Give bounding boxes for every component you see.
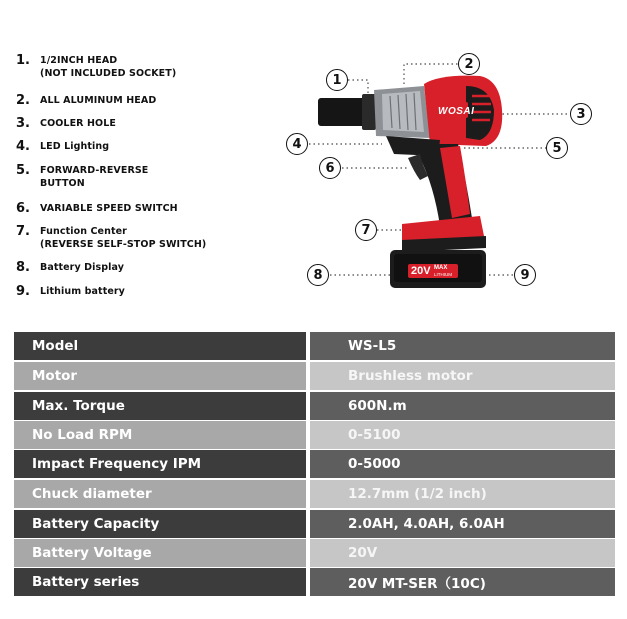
feature-number: 4.: [16, 139, 30, 154]
feature-number: 8.: [16, 260, 30, 275]
spec-value: 20V: [310, 539, 615, 567]
spec-value: 2.0AH, 4.0AH, 6.0AH: [310, 510, 615, 538]
spec-row: [14, 362, 615, 390]
feature-text: FORWARD-REVERSE BUTTON: [40, 165, 149, 189]
spec-value: 12.7mm (1/2 inch): [310, 480, 615, 508]
callout-7: 7: [355, 219, 377, 241]
feature-text: COOLER HOLE: [40, 118, 116, 129]
spec-row: [14, 539, 615, 567]
spec-row: [14, 568, 615, 596]
spec-key: Battery Voltage: [14, 539, 306, 567]
feature-item: [16, 164, 148, 190]
feature-number: 6.: [16, 201, 30, 216]
spec-row: [14, 332, 615, 360]
spec-value: Brushless motor: [310, 362, 615, 390]
feature-number: 3.: [16, 116, 30, 131]
callout-2: 2: [458, 53, 480, 75]
product-illustration: [290, 40, 620, 300]
feature-text: VARIABLE SPEED SWITCH: [40, 203, 178, 214]
spec-key: Max. Torque: [14, 392, 306, 420]
spec-key: Impact Frequency IPM: [14, 450, 306, 478]
callout-9: 9: [514, 264, 536, 286]
anvil: [318, 98, 368, 126]
spec-key: Battery series: [14, 568, 306, 596]
feature-text: Function Center (REVERSE SELF-STOP SWITCH): [40, 226, 207, 250]
spec-value: 600N.m: [310, 392, 615, 420]
spec-value: 20V MT-SER（10C): [310, 568, 615, 596]
feature-item: [16, 202, 178, 215]
feature-number: 1.: [16, 53, 30, 68]
feature-item: [16, 225, 206, 251]
feature-text: Battery Display: [40, 262, 125, 273]
spec-key: Model: [14, 332, 306, 360]
callout-8: 8: [307, 264, 329, 286]
feature-item: [16, 94, 156, 107]
spec-key: Chuck diameter: [14, 480, 306, 508]
spec-row: [14, 392, 615, 420]
battery-max-label: MAX: [434, 265, 448, 271]
feature-number: 5.: [16, 163, 30, 178]
spec-key: Battery Capacity: [14, 510, 306, 538]
feature-text: LED Lighting: [40, 141, 110, 152]
spec-value: 0-5100: [310, 421, 615, 449]
spec-row: [14, 480, 615, 508]
feature-text: Lithium battery: [40, 286, 125, 297]
feature-item: [16, 285, 125, 298]
feature-number: 7.: [16, 224, 30, 239]
feature-item: [16, 117, 116, 130]
spec-key: No Load RPM: [14, 421, 306, 449]
feature-number: 9.: [16, 284, 30, 299]
feature-item: [16, 54, 176, 80]
spec-value: WS-L5: [310, 332, 615, 360]
feature-text: ALL ALUMINUM HEAD: [40, 95, 157, 106]
battery-type-label: LITHIUM: [434, 272, 452, 277]
callout-4: 4: [286, 133, 308, 155]
feature-item: [16, 261, 124, 274]
feature-text: 1/2INCH HEAD (NOT INCLUDED SOCKET): [40, 55, 177, 79]
spec-value: 0-5000: [310, 450, 615, 478]
feature-number: 2.: [16, 93, 30, 108]
brand-logo: WOSAI: [438, 106, 475, 117]
spec-row: [14, 421, 615, 449]
battery-voltage-label: 20V: [411, 265, 431, 277]
callout-5: 5: [546, 137, 568, 159]
callout-6: 6: [319, 157, 341, 179]
spec-key: Motor: [14, 362, 306, 390]
callout-1: 1: [326, 69, 348, 91]
spec-row: [14, 510, 615, 538]
spec-row: [14, 450, 615, 478]
callout-3: 3: [570, 103, 592, 125]
feature-item: [16, 140, 109, 153]
